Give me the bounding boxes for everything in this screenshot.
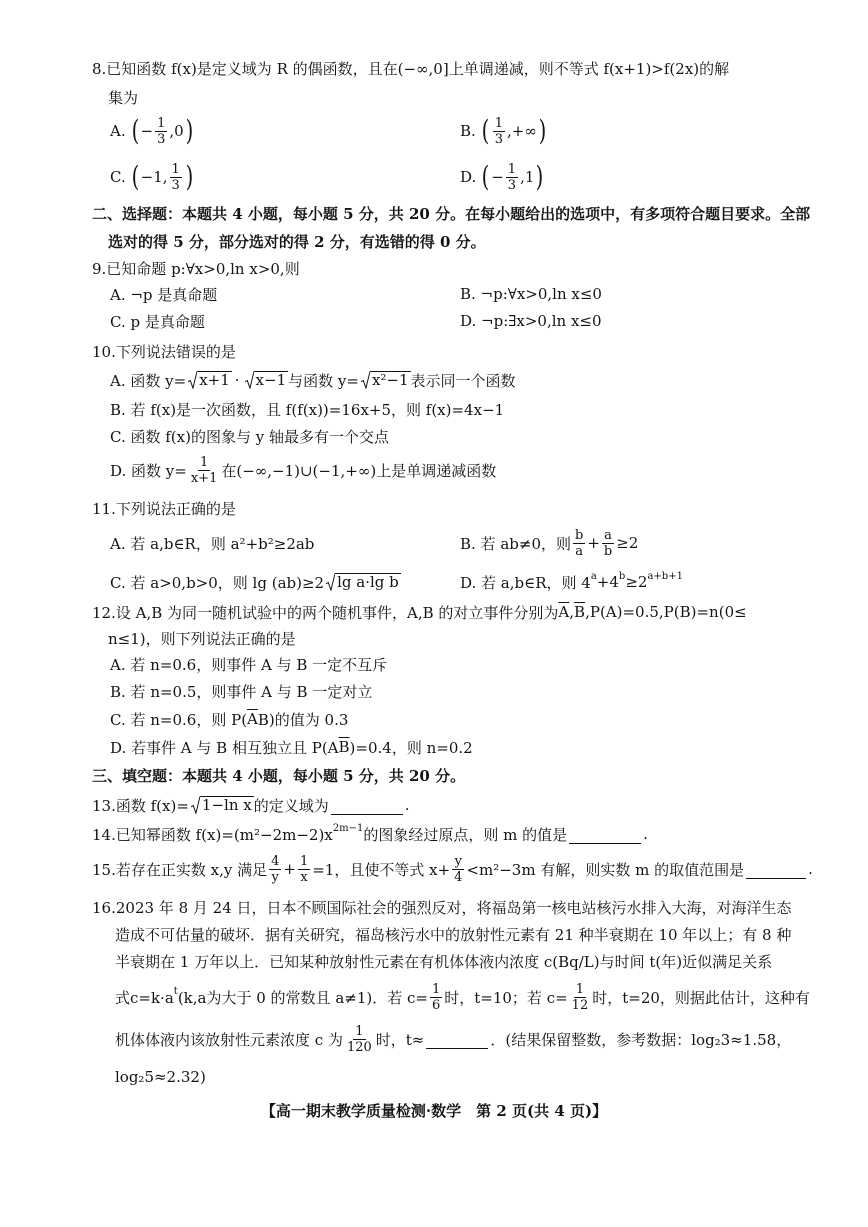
option-text: D. 若 a,b∈R，则 4 [460, 573, 591, 592]
fraction [493, 116, 505, 147]
radical-sign-icon [326, 573, 335, 591]
complement-event-a: $\overline{A}$ [247, 710, 258, 728]
radical-sign-icon [191, 796, 200, 814]
q12-stem-text: n≤1)，则下列说法正确的是 [108, 629, 296, 648]
q11-option-b [460, 525, 638, 561]
section-heading-text: 二、选择题：本题共 4 小题，每小题 5 分，共 20 分。在每小题给出的选项中，有多项符合题目要求。全部 [92, 204, 811, 223]
fraction [170, 162, 182, 193]
right-paren: ) [536, 160, 544, 193]
q9-stem-text: 9.已知命题 p:∀x>0,ln x>0,则 [92, 259, 300, 278]
section-heading-text: 选对的得 5 分，部分选对的得 2 分，有选错的得 0 分。 [108, 232, 486, 251]
q10-stem-text: 10.下列说法错误的是 [92, 342, 236, 361]
option-text: B. 若 f(x)是一次函数，且 f(f(x))=16x+5，则 f(x)=4x−1 [110, 400, 505, 419]
radicand: x−1 [255, 371, 287, 389]
option-text: ,+∞ [507, 122, 537, 140]
fraction [345, 1024, 374, 1055]
option-text: C. 若 a>0,b>0，则 lg (ab)≥2 [110, 573, 325, 592]
option-text: C. 若 n=0.6，则 P( [110, 710, 248, 729]
exponent: a [590, 570, 597, 582]
fraction [155, 116, 167, 147]
q11-stem-text: 11.下列说法正确的是 [92, 499, 236, 518]
option-label: C. [110, 168, 126, 186]
radical-sign-icon [245, 371, 254, 389]
page-footer [0, 1092, 868, 1128]
q8-option-d [460, 159, 545, 195]
q16-line4 [115, 979, 810, 1015]
q16-text: 造成不可估量的破坏．据有关研究，福岛核污水中的放射性元素有 21 种半衰期在 10 年以上；有 8 种 [115, 925, 792, 944]
option-text: ,1 [520, 168, 535, 186]
option-text: B. 若 n=0.5，则事件 A 与 B 一定对立 [110, 682, 373, 701]
square-root [188, 371, 232, 389]
exponent: b [618, 570, 626, 582]
option-text: D. 若事件 A 与 B 相互独立且 P(A [110, 738, 339, 757]
option-text: − [140, 122, 154, 140]
option-text: − [491, 168, 504, 186]
period: . [404, 796, 410, 814]
q16-line3 [115, 943, 772, 979]
q14 [92, 816, 648, 852]
square-root [361, 371, 411, 389]
complement-event-b: $\overline{B}$ [338, 738, 350, 756]
q8-stem-text: 集为 [108, 88, 139, 107]
q8-option-b [460, 113, 548, 149]
left-paren: ( [131, 160, 140, 193]
option-text: ≥2 [616, 534, 639, 552]
q16-text: log₂5≈2.32) [115, 1068, 206, 1086]
exponent: 2m−1 [332, 822, 364, 834]
q8-option-c [110, 159, 195, 195]
option-text: 在(−∞,−1)∪(−1,+∞)上是单调递减函数 [221, 461, 497, 480]
denominator: 4 [454, 869, 463, 885]
denominator: 6 [431, 997, 441, 1013]
complement-event-b: $\overline{B}$ [574, 603, 586, 621]
multiply-dot: · [234, 371, 240, 389]
numerator: 1 [431, 981, 441, 997]
denominator: 3 [494, 131, 504, 147]
q16-text: 16.2023 年 8 月 24 日，日本不顾国际社会的强烈反对，将福岛第一核电站核污水排入大海，对海洋生态 [92, 898, 792, 917]
numerator: 1 [575, 981, 585, 997]
denominator: x [300, 869, 308, 885]
numerator: 1 [199, 454, 209, 470]
option-text: 表示同一个函数 [410, 371, 516, 390]
plus-sign: + [587, 534, 600, 552]
period: . [808, 860, 813, 878]
denominator: 120 [346, 1039, 372, 1055]
numerator: 1 [494, 115, 504, 131]
square-root [326, 573, 401, 591]
fraction [570, 982, 591, 1013]
option-text: A. 若 n=0.6，则事件 A 与 B 一定不互斥 [110, 655, 388, 674]
separator: , [569, 603, 575, 621]
right-paren: ) [185, 160, 194, 193]
q10-option-c [110, 418, 389, 454]
option-text: +4 [596, 573, 619, 591]
answer-blank [426, 1030, 488, 1049]
square-root [245, 371, 289, 389]
square-root [191, 796, 254, 814]
answer-blank [331, 796, 403, 815]
footer-text: 【高一期末教学质量检测·数学 第 2 页(共 4 页)】 [260, 1101, 608, 1120]
option-text: −1, [140, 168, 168, 186]
right-paren: ) [185, 114, 194, 147]
q14-text: 的图象经过原点，则 m 的值是 [363, 825, 568, 844]
fraction [573, 528, 585, 559]
denominator: 3 [507, 177, 517, 193]
q11-stem [92, 490, 236, 526]
q16-line5 [115, 1021, 791, 1057]
option-text: B. 若 ab≠0，则 [460, 534, 571, 553]
q13-text: 13.函数 f(x)= [92, 796, 189, 815]
option-text: A. ¬p 是真命题 [110, 285, 218, 304]
numerator: b [574, 527, 584, 543]
fraction [298, 854, 310, 885]
radical-sign-icon [361, 371, 370, 389]
q13-text: 的定义域为 [253, 796, 329, 815]
option-text: B. ¬p:∀x>0,ln x≤0 [460, 285, 602, 303]
denominator: a [575, 543, 584, 559]
numerator: 1 [355, 1023, 364, 1039]
option-label: B. [460, 122, 476, 140]
left-paren: ( [481, 160, 490, 193]
fraction [506, 162, 518, 193]
radical-sign-icon [188, 371, 197, 389]
denominator: b [603, 543, 613, 559]
option-text: ≥2 [625, 573, 648, 591]
numerator: 4 [271, 853, 280, 869]
exponent: t [173, 985, 178, 997]
q15-text: =1，且使不等式 x+ [312, 860, 451, 879]
fraction [189, 455, 220, 486]
left-paren: ( [481, 114, 490, 147]
exponent: a+b+1 [647, 570, 683, 582]
option-label: A. [110, 122, 126, 140]
complement-event-a: $\overline{A}$ [558, 603, 570, 621]
section-heading-text: 三、填空题：本题共 4 小题，每小题 5 分，共 20 分。 [92, 766, 466, 785]
option-label: D. [460, 168, 477, 186]
q16-text: ．(结果保留整数，参考数据：log₂3≈1.58， [490, 1030, 792, 1049]
denominator: x+1 [190, 470, 218, 486]
q16-text: 时，t=20，则据此估计，这种有 [592, 988, 810, 1007]
radicand: 1−ln x [201, 796, 252, 814]
left-paren: ( [131, 114, 139, 147]
denominator: 3 [171, 177, 180, 193]
q15 [92, 851, 813, 887]
radicand: x+1 [199, 371, 230, 389]
period: . [643, 825, 648, 843]
q16-text: (k,a为大于 0 的常数且 a≠1)．若 c= [177, 988, 428, 1007]
option-text: A. 函数 y= [110, 371, 187, 390]
q16-text: 式c=k·a [115, 988, 174, 1007]
fraction [269, 854, 281, 885]
q15-text: 15.若存在正实数 x,y 满足 [92, 860, 268, 879]
option-text: B)的值为 0.3 [257, 710, 349, 729]
answer-blank [746, 860, 806, 879]
option-text: C. 函数 f(x)的图象与 y 轴最多有一个交点 [110, 427, 389, 446]
plus-sign: + [283, 860, 296, 878]
q12-stem-text: ,P(A)=0.5,P(B)=n(0≤ [585, 603, 747, 621]
q16-text: 半衰期在 1 万年以上．已知某种放射性元素在有机体体液内浓度 c(Bq/L)与时间 t(年)近似满足关系 [115, 952, 773, 971]
right-paren: ) [538, 114, 547, 147]
q9-option-d [460, 303, 602, 339]
option-text: )=0.4，则 n=0.2 [349, 738, 473, 757]
fraction [430, 982, 442, 1013]
q8-option-a [110, 113, 195, 149]
numerator: 1 [299, 853, 309, 869]
q16-text: 时，t≈ [375, 1030, 425, 1049]
denominator: 3 [157, 131, 166, 147]
numerator: 1 [157, 115, 166, 131]
denominator: y [271, 869, 279, 885]
q14-text: 14.已知幂函数 f(x)=(m²−2m−2)x [92, 825, 333, 844]
numerator: 1 [171, 161, 180, 177]
q16-text: 时，t=10；若 c= [444, 988, 568, 1007]
option-text: A. 若 a,b∈R，则 a²+b²≥2ab [110, 534, 315, 553]
numerator: 1 [507, 161, 517, 177]
option-text: C. p 是真命题 [110, 312, 205, 331]
option-text: D. ¬p:∃x>0,ln x≤0 [460, 312, 602, 330]
denominator: 12 [571, 997, 589, 1013]
fraction [452, 854, 464, 885]
q16-line6 [115, 1059, 206, 1095]
q10-option-d [110, 452, 496, 488]
q8-stem-line2 [108, 79, 138, 115]
answer-blank [569, 825, 641, 844]
radicand: lg a·lg b [337, 573, 399, 591]
q8-stem-line1 [92, 50, 729, 86]
q11-option-a [110, 525, 314, 561]
q12-stem-text: 12.设 A,B 为同一随机试验中的两个随机事件，A,B 的对立事件分别为 [92, 603, 559, 622]
q16-text: 机体体液内该放射性元素浓度 c 为 [115, 1030, 343, 1049]
option-text: ,0 [169, 122, 184, 140]
option-text: D. 函数 y= [110, 461, 187, 480]
numerator: a [602, 528, 614, 544]
fraction [602, 528, 614, 559]
option-text: 与函数 y= [288, 371, 359, 390]
numerator: y [452, 854, 464, 870]
radicand: x²−1 [371, 371, 409, 389]
q8-stem-text: 8.已知函数 f(x)是定义域为 R 的偶函数，且在(−∞,0]上单调递减，则不等式 f(x+1)>f(2x)的解 [92, 59, 730, 78]
q15-text: <m²−3m 有解，则实数 m 的取值范围是 [466, 860, 745, 879]
